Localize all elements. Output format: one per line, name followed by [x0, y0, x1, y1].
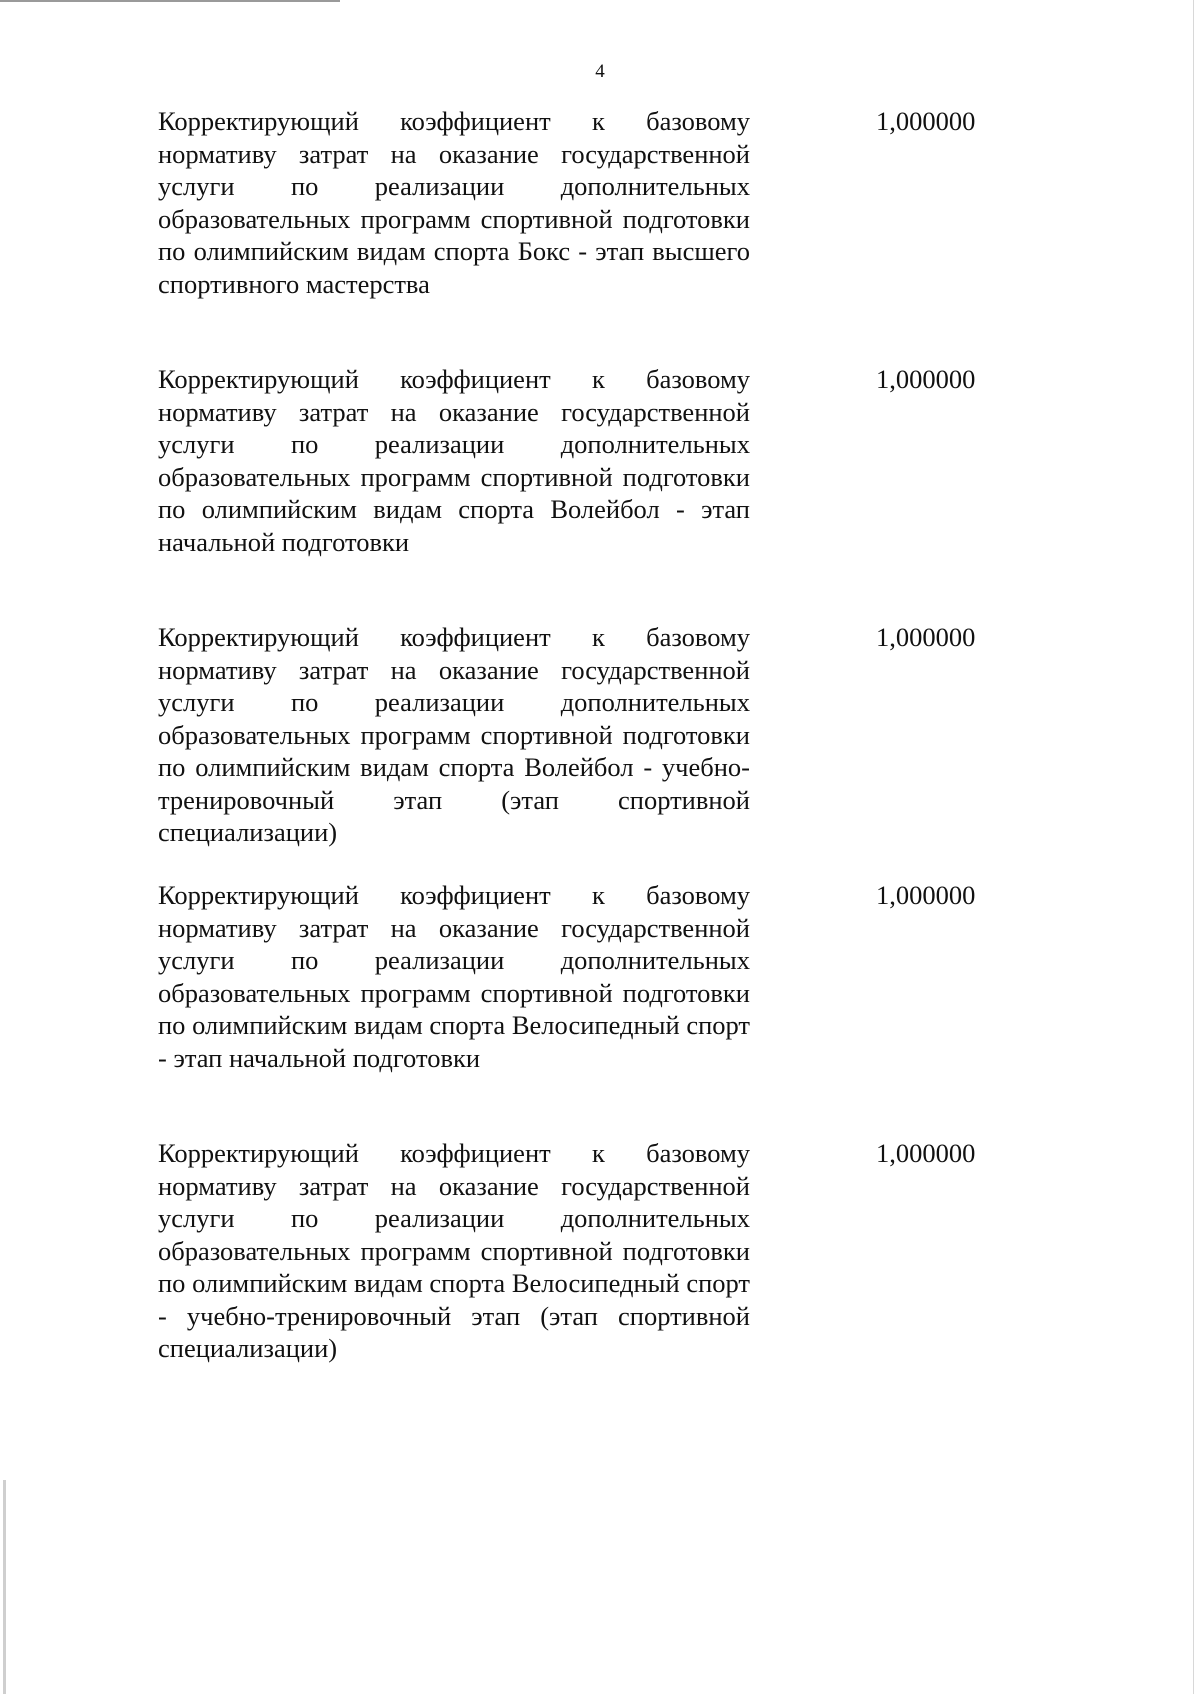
coefficient-value: 1,000000	[876, 880, 976, 910]
scan-artifact-top-line	[0, 0, 340, 2]
scan-artifact-left-edge	[3, 1480, 6, 1694]
page-number: 4	[595, 61, 605, 82]
coefficient-description: Корректирующий коэффициент к базовому нормативу затрат на оказание государственной услуги по реализации дополнительных образовательных программ спортивной подготовки по олимпийским видам спорта Бокс - этап высшего спортивного мастерства	[158, 106, 750, 299]
coefficient-value: 1,000000	[876, 364, 976, 394]
coefficient-description: Корректирующий коэффициент к базовому нормативу затрат на оказание государственной услуги по реализации дополнительных образовательных программ спортивной подготовки по олимпийским видам спорта Волейбол - учебно-тренировочный этап (этап спортивной специализации)	[158, 622, 750, 847]
scan-artifact-right-edge	[1193, 0, 1194, 1694]
coefficient-value: 1,000000	[876, 622, 976, 652]
coefficient-value: 1,000000	[876, 1138, 976, 1168]
coefficient-value: 1,000000	[876, 106, 976, 136]
coefficient-description: Корректирующий коэффициент к базовому нормативу затрат на оказание государственной услуги по реализации дополнительных образовательных программ спортивной подготовки по олимпийским видам спорта Велосипедный спорт - этап начальной подготовки	[158, 880, 750, 1073]
coefficient-description: Корректирующий коэффициент к базовому нормативу затрат на оказание государственной услуги по реализации дополнительных образовательных программ спортивной подготовки по олимпийским видам спорта Велосипедный спорт - учебно-тренировочный этап (этап спортивной специализации)	[158, 1138, 750, 1363]
coefficient-description: Корректирующий коэффициент к базовому нормативу затрат на оказание государственной услуги по реализации дополнительных образовательных программ спортивной подготовки по олимпийским видам спорта Волейбол - этап начальной подготовки	[158, 364, 750, 557]
